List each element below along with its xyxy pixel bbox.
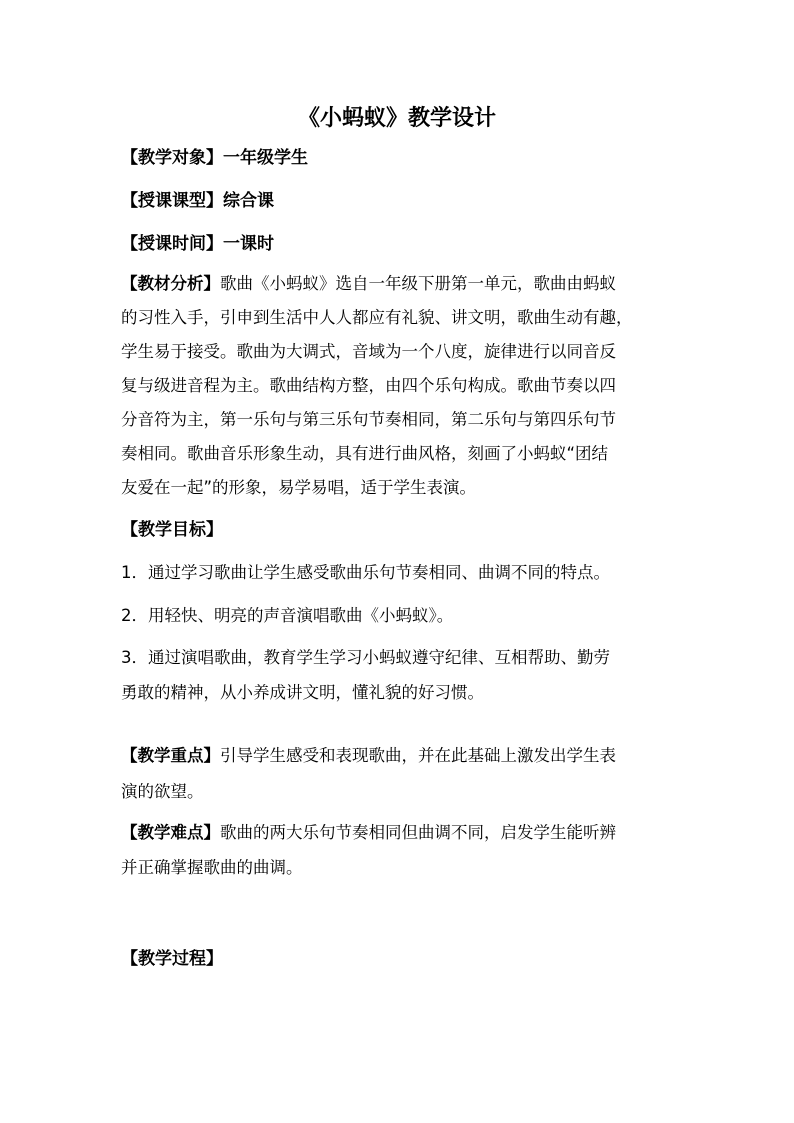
field-value: 综合课 (223, 191, 274, 211)
analysis-label: 【教材分析】 (121, 274, 220, 293)
analysis-line-7: 友爱在一起”的形象，易学易唱，适于学生表演。 (121, 478, 477, 497)
goal-item-1: 1．通过学习歌曲让学生感受歌曲乐句节奏相同、曲调不同的特点。 (121, 563, 610, 582)
analysis-line-5: 分音符为主，第一乐句与第三乐句节奏相同，第二乐句与第四乐句节 (121, 410, 616, 429)
key-points-line-1 (121, 744, 681, 768)
process-heading: 【教学过程】 (121, 949, 223, 969)
difficulties-label: 【教学难点】 (121, 823, 220, 842)
difficulties-line-1 (121, 821, 681, 845)
key-points-text: 引导学生感受和表现歌曲，并在此基础上激发出学生表 (220, 746, 616, 765)
field-value: 一课时 (223, 234, 274, 254)
field-lesson-type (121, 189, 681, 213)
field-teaching-target (121, 146, 681, 170)
field-label: 【授课时间】 (121, 234, 223, 254)
field-value: 一年级学生 (223, 148, 308, 168)
field-label: 【授课课型】 (121, 191, 223, 211)
analysis-line-6: 奏相同。歌曲音乐形象生动，具有进行曲风格，刻画了小蚂蚁“团结 (121, 444, 609, 463)
goal-item-3-cont: 勇敢的精神，从小养成讲文明，懂礼貌的好习惯。 (121, 683, 484, 702)
difficulties-line-2: 并正确掌握歌曲的曲调。 (121, 858, 303, 877)
analysis-line-2: 的习性入手，引申到生活中人人都应有礼貌、讲文明，歌曲生动有趣， (121, 308, 633, 327)
field-lesson-time (121, 232, 681, 256)
analysis-line-3: 学生易于接受。歌曲为大调式，音域为一个八度，旋律进行以同音反 (121, 342, 616, 361)
document-title: 《小蚂蚁》教学设计 (297, 105, 496, 131)
difficulties-text: 歌曲的两大乐句节奏相同但曲调不同，启发学生能听辨 (220, 823, 616, 842)
analysis-line-4: 复与级进音程为主。歌曲结构方整，由四个乐句构成。歌曲节奏以四 (121, 376, 616, 395)
goal-item-3: 3．通过演唱歌曲，教育学生学习小蚂蚁遵守纪律、互相帮助、勤劳 (121, 648, 610, 667)
analysis-text: 歌曲《小蚂蚁》选自一年级下册第一单元，歌曲由蚂蚁 (220, 274, 616, 293)
analysis-line-1 (121, 272, 681, 296)
goal-item-2: 2．用轻快、明亮的声音演唱歌曲《小蚂蚁》。 (121, 606, 454, 625)
field-label: 【教学对象】 (121, 148, 223, 168)
key-points-label: 【教学重点】 (121, 746, 220, 765)
key-points-line-2: 演的欲望。 (121, 782, 204, 801)
goals-heading: 【教学目标】 (121, 520, 223, 540)
